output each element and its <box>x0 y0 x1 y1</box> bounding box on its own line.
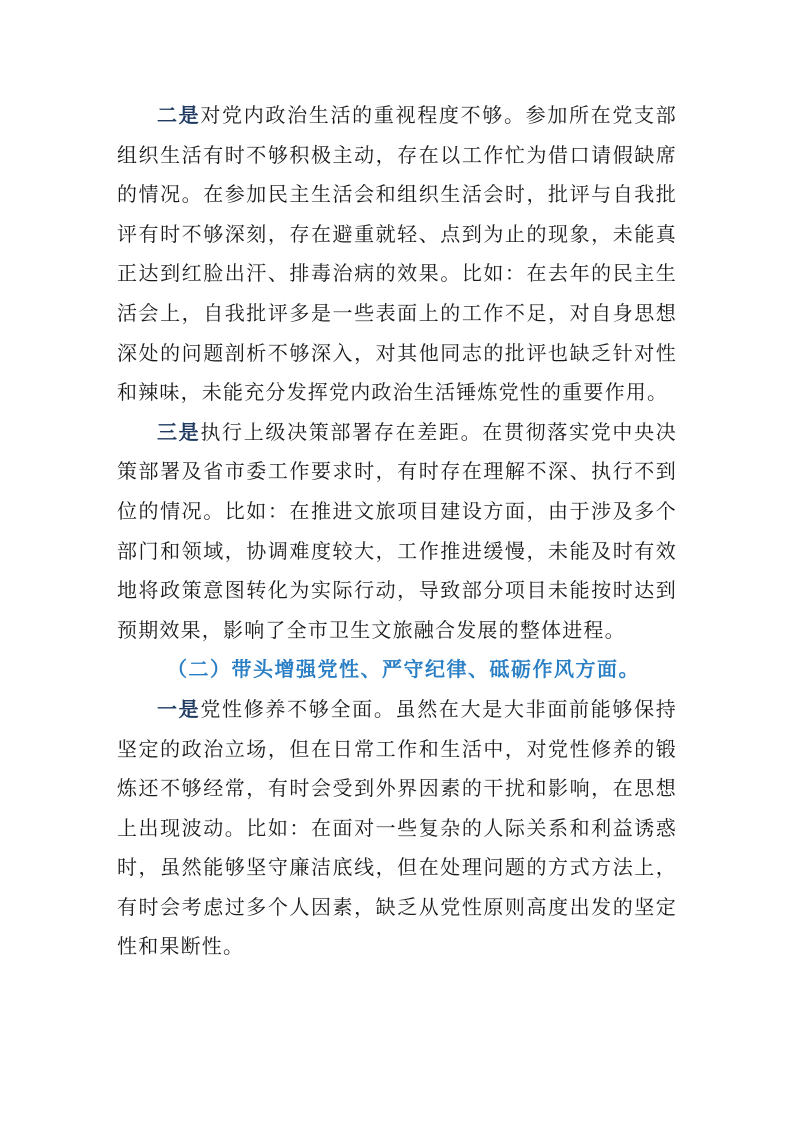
paragraph-third-point <box>117 413 677 651</box>
paragraph-lead: 一是 <box>157 696 201 721</box>
section-heading: （二）带头增强党性、严守纪律、砥砺作风方面。 <box>167 657 640 682</box>
paragraph-text: 党性修养不够全面。虽然在大是大非面前能够保持坚定的政治立场，但在日常工作和生活中，对党性修养的锻炼还不够经常，有时会受到外界因素的干扰和影响，在思想上出现波动。比如：在面对一些复杂的人际关系和利益诱惑时，虽然能够坚守廉洁底线，但在处理问题的方式方法上，有时会考虑过多个人因素，缺乏从党性原则高度出发的坚定性和果断性。 <box>117 696 677 959</box>
paragraph-lead: 二是 <box>157 103 201 127</box>
paragraph-second-point <box>117 96 677 413</box>
document-body <box>117 96 677 967</box>
paragraph-text: 对党内政治生活的重视程度不够。参加所在党支部组织生活有时不够积极主动，存在以工作忙为借口请假缺席的情况。在参加民主生活会和组织生活会时，批评与自我批评有时不够深刻，存在避重就轻、点到为止的现象，未能真正达到红脸出汗、排毒治病的效果。比如：在去年的民主生活会上，自我批评多是一些表面上的工作不足，对自身思想深处的问题剖析不够深入，对其他同志的批评也缺乏针对性和辣味，未能充分发挥党内政治生活锤炼党性的重要作用。 <box>117 103 677 405</box>
paragraph-lead: 三是 <box>157 419 201 444</box>
paragraph-first-point <box>117 690 677 967</box>
paragraph-text: 执行上级决策部署存在差距。在贯彻落实党中央决策部署及省市委工作要求时，有时存在理解不深、执行不到位的情况。比如：在推进文旅项目建设方面，由于涉及多个部门和领域，协调难度较大，工作推进缓慢，未能及时有效地将政策意图转化为实际行动，导致部分项目未能按时达到预期效果，影响了全市卫生文旅融合发展的整体进程。 <box>117 419 677 642</box>
